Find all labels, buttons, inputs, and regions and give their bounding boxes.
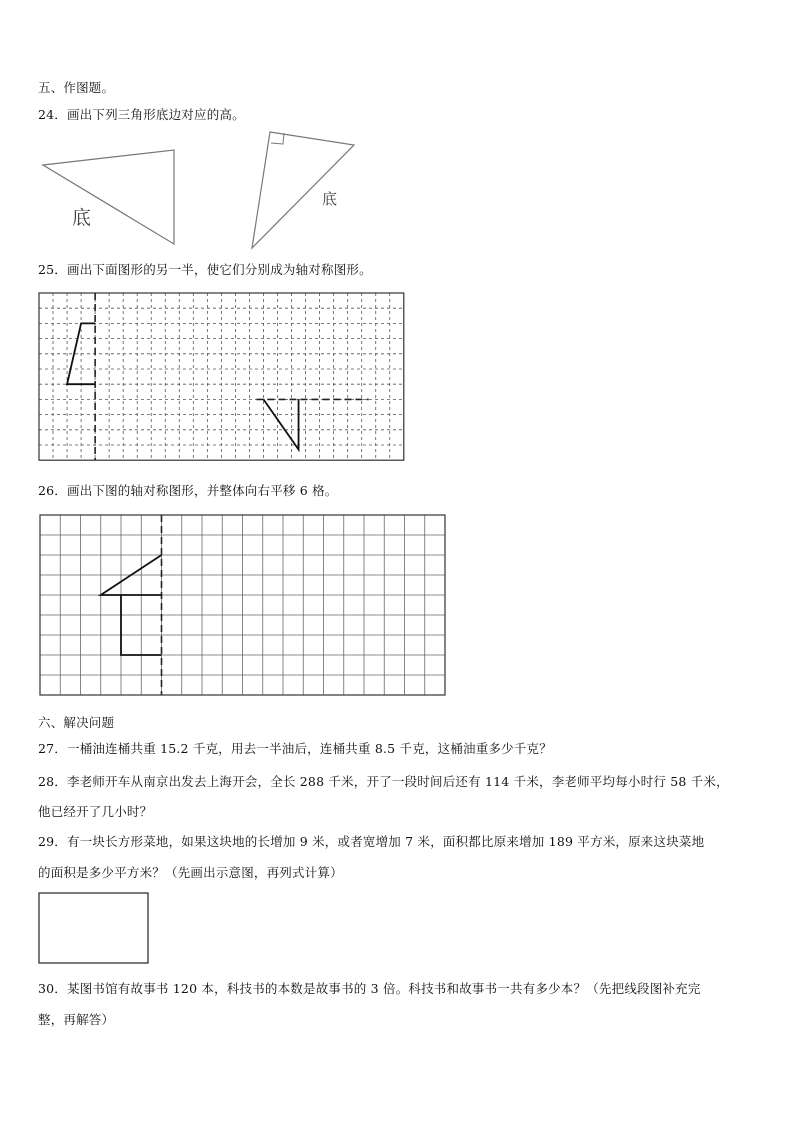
section-6-title: 六、解决问题 — [38, 715, 115, 730]
half-triangle — [263, 399, 298, 449]
q25-dashed-grid — [0, 280, 380, 460]
right-angle-mark — [271, 133, 284, 144]
question-26: 26．画出下图的轴对称图形，并整体向右平移 6 格。 — [38, 483, 338, 498]
right-triangle — [252, 132, 354, 248]
right-triangle-base-label: 底 — [322, 190, 338, 208]
section-5-title: 五、作图题。 — [38, 80, 115, 95]
question-27: 27．一桶油连桶共重 15.2 千克，用去一半油后，连桶共重 8.5 千克，这桶油重多少千克？ — [38, 741, 552, 756]
sketch-rectangle — [39, 893, 148, 963]
question-25: 25．画出下面图形的另一半，使它们分别成为轴对称图形。 — [38, 262, 372, 277]
q24-triangles — [0, 128, 794, 268]
q26-grid — [0, 505, 460, 695]
question-29-line-1: 29．有一块长方形菜地，如果这块地的长增加 9 米，或者宽增加 7 米，面积都比原来增加 189 平方米，原来这块菜地 — [38, 834, 705, 849]
q29-sketch-box — [0, 888, 120, 968]
question-24: 24．画出下列三角形底边对应的高。 — [38, 107, 245, 122]
question-28-line-2: 他已经开了几小时？ — [38, 804, 153, 819]
question-30-line-2: 整，再解答） — [38, 1012, 115, 1027]
left-triangle-base-label: 底 — [72, 207, 92, 229]
question-28-line-1: 28．李老师开车从南京出发去上海开会，全长 288 千米，开了一段时间后还有 114 千米，李老师平均每小时行 58 千米， — [38, 774, 729, 789]
left-triangle — [43, 150, 174, 244]
question-29-line-2: 的面积是多少平方米？（先画出示意图，再列式计算） — [38, 865, 343, 880]
question-30-line-1: 30．某图书馆有故事书 120 本，科技书的本数是故事书的 3 倍。科技书和故事书一共有多少本？（先把线段图补充完 — [38, 981, 701, 996]
